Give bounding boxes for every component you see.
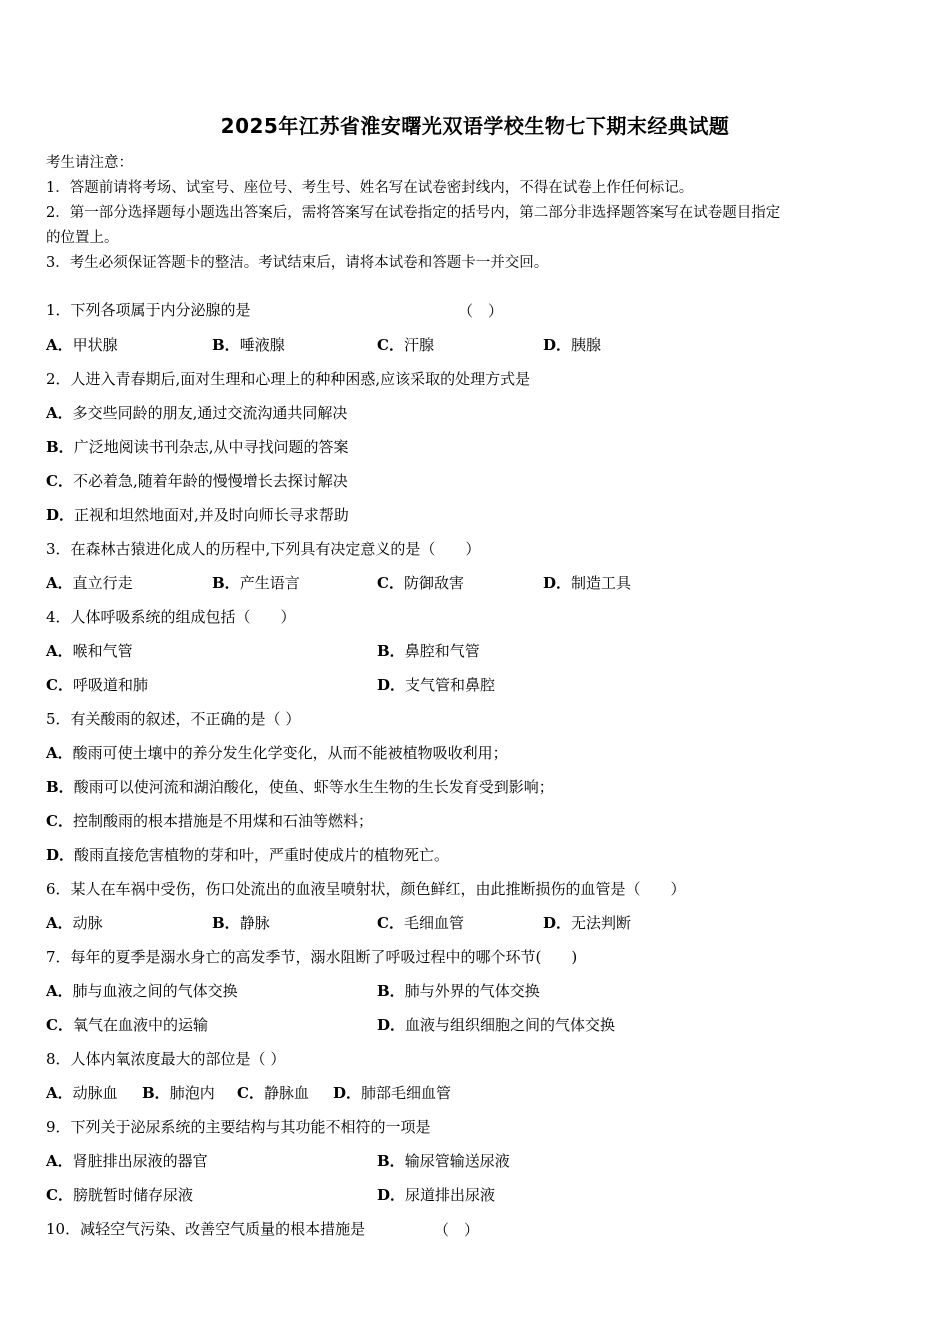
- answer-parentheses: （ ）: [434, 1221, 480, 1239]
- option-b: B．输尿管输送尿液: [377, 1152, 510, 1170]
- option-d: D．酸雨直接危害植物的芽和叶，严重时使成片的植物死亡。: [46, 846, 450, 864]
- option-b: B．肺与外界的气体交换: [377, 982, 540, 1000]
- question-stem: 1．下列各项属于内分泌腺的是: [46, 301, 251, 319]
- question-stem: 2．人进入青春期后,面对生理和心理上的种种困惑,应该采取的处理方式是: [46, 370, 531, 388]
- option-c: C．汗腺: [377, 336, 434, 354]
- option-d: D．胰腺: [543, 336, 602, 354]
- option-b: B．酸雨可以使河流和湖泊酸化，使鱼、虾等水生生物的生长发育受到影响；: [46, 778, 554, 796]
- option-a: A．动脉: [46, 914, 103, 932]
- option-a: A．多交些同龄的朋友,通过交流沟通共同解决: [46, 404, 348, 422]
- option-d: D．血液与组织细胞之间的气体交换: [377, 1016, 616, 1034]
- question-stem: 4．人体呼吸系统的组成包括（ ）: [46, 608, 296, 626]
- notice-item: 3．考生必须保证答题卡的整洁。考试结束后，请将本试卷和答题卡一并交回。: [46, 255, 549, 271]
- option-d: D．肺部毛细血管: [333, 1084, 452, 1102]
- answer-parentheses: （ ）: [458, 302, 504, 320]
- option-c: C．不必着急,随着年龄的慢慢增长去探讨解决: [46, 472, 348, 490]
- question-stem: 3．在森林古猿进化成人的历程中,下列具有决定意义的是（ ）: [46, 540, 481, 558]
- option-c: C．控制酸雨的根本措施是不用煤和石油等燃料；: [46, 812, 373, 830]
- option-c: C．静脉血: [237, 1084, 309, 1102]
- option-d: D．支气管和鼻腔: [377, 676, 496, 694]
- option-c: C．膀胱暂时储存尿液: [46, 1186, 193, 1204]
- option-a: A．直立行走: [46, 574, 133, 592]
- notice-item: 2．第一部分选择题每小题选出答案后，需将答案写在试卷指定的括号内，第二部分非选择题答案写在试卷题目指定: [46, 205, 781, 221]
- option-b: B．静脉: [212, 914, 270, 932]
- option-a: A．肺与血液之间的气体交换: [46, 982, 238, 1000]
- page-title: 2025年江苏省淮安曙光双语学校生物七下期末经典试题: [220, 114, 730, 138]
- option-d: D．制造工具: [543, 574, 632, 592]
- option-d: D．尿道排出尿液: [377, 1186, 496, 1204]
- notice-item: 1．答题前请将考场、试室号、座位号、考生号、姓名写在试卷密封线内，不得在试卷上作任何标记。: [46, 180, 694, 196]
- option-b: B．肺泡内: [142, 1084, 215, 1102]
- option-c: C．毛细血管: [377, 914, 464, 932]
- option-a: A．喉和气管: [46, 642, 133, 660]
- option-c: C．呼吸道和肺: [46, 676, 148, 694]
- question-stem: 8．人体内氧浓度最大的部位是（ ）: [46, 1050, 286, 1068]
- option-d: D．正视和坦然地面对,并及时向师长寻求帮助: [46, 506, 349, 524]
- option-b: B．产生语言: [212, 574, 300, 592]
- option-a: A．肾脏排出尿液的器官: [46, 1152, 208, 1170]
- question-stem: 7．每年的夏季是溺水身亡的高发季节，溺水阻断了呼吸过程中的哪个环节( ): [46, 948, 578, 966]
- option-b: B．广泛地阅读书刊杂志,从中寻找问题的答案: [46, 438, 349, 456]
- question-stem: 9．下列关于泌尿系统的主要结构与其功能不相符的一项是: [46, 1118, 431, 1136]
- option-a: A．动脉血: [46, 1084, 118, 1102]
- option-d: D．无法判断: [543, 914, 632, 932]
- notice-heading: 考生请注意：: [46, 155, 133, 171]
- option-b: B．鼻腔和气管: [377, 642, 480, 660]
- option-b: B．唾液腺: [212, 336, 285, 354]
- notice-item: 的位置上。: [46, 230, 119, 246]
- option-a: A．酸雨可使土壤中的养分发生化学变化，从而不能被植物吸收利用；: [46, 744, 508, 762]
- question-stem: 5．有关酸雨的叙述，不正确的是（ ）: [46, 710, 301, 728]
- option-a: A．甲状腺: [46, 336, 118, 354]
- question-stem: 10．减轻空气污染、改善空气质量的根本措施是: [46, 1220, 366, 1238]
- option-c: C．氧气在血液中的运输: [46, 1016, 208, 1034]
- question-stem: 6．某人在车祸中受伤，伤口处流出的血液呈喷射状，颜色鲜红，由此推断损伤的血管是（ ）: [46, 880, 686, 898]
- option-c: C．防御敌害: [377, 574, 464, 592]
